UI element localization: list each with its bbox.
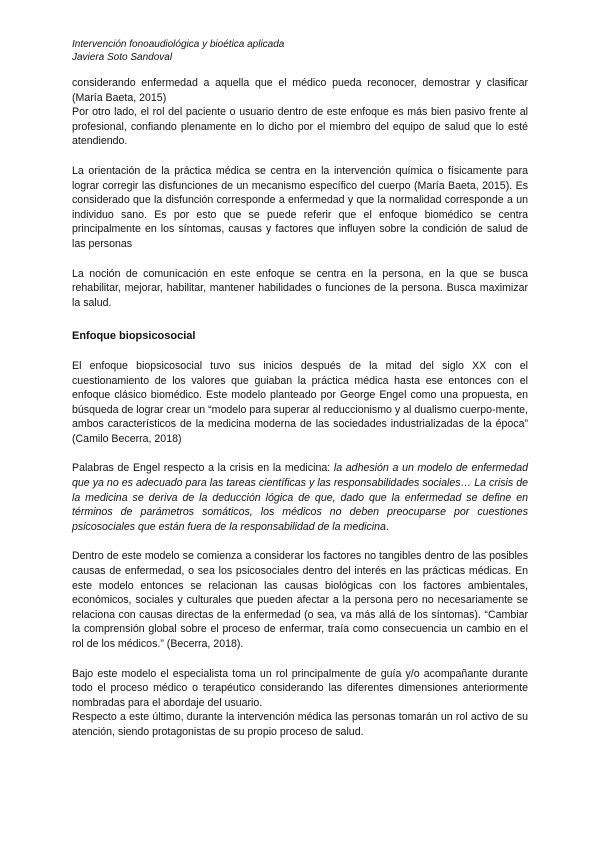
paragraph-definition: considerando enfermedad a aquella que el médico pueda reconocer, demostrar y clasificar (María Baeta, 2015) — [72, 77, 528, 104]
paragraph-specialist-role: Bajo este modelo el especialista toma un rol principalmente de guía y/o acompañante durante todo el proceso médico o terapéutico considerando las diferentes dimensiones anteriormente nombradas para el abordaje del usuario. — [72, 667, 528, 709]
header-author: Javiera Soto Sandoval — [72, 52, 173, 63]
section-heading: Enfoque biopsicosocial — [72, 330, 196, 343]
page-header — [72, 38, 284, 64]
quote-intro: Palabras de Engel respecto a la crisis en la medicina: — [72, 462, 334, 475]
engel-quote: la adhesión a un modelo de enfermedad que ya no es adecuado para las tareas científicas y las responsabilidades sociales… La crisis de la medicina se deriva de la deducción lógica de que, dado que la enfermedad se define en términos de parámetros somáticos, los médicos no deben preocuparse por cuestiones psicosociales que están fuera de la responsabilidad de la medicina — [72, 462, 528, 533]
paragraph-biopsychosocial-origin: El enfoque biopsicosocial tuvo sus inicios después de la mitad del siglo XX con el cuestionamiento de los valores que guiaban la práctica médica hasta ese entonces con el enfoque clásico biomédico. Este modelo planteado por George Engel como una propuesta, en búsqueda de lograr crear un “modelo para superar al reduccionismo y al dualismo cuerpo-mente, ambos característicos de la medicina moderna de las sociedades industrializadas de la época” (Camilo Becerra, 2018) — [72, 359, 528, 445]
paragraph-patient-role: Por otro lado, el rol del paciente o usuario dentro de este enfoque es más bien pasivo frente al profesional, confiando plenamente en lo dicho por el miembro del equipo de salud que lo esté atendiendo. — [72, 106, 528, 148]
paragraph-communication: La noción de comunicación en este enfoque se centra en la persona, en la que se busca rehabilitar, mejorar, habilitar, mantener habilidades o funciones de la persona. Busca maximizar la salud. — [72, 267, 528, 309]
paragraph-engel-quote — [72, 461, 528, 534]
paragraph-model-factors: Dentro de este modelo se comienza a considerar los factores no tangibles dentro de las posibles causas de enfermedad, o sea los psicosociales dentro del interés en las prácticas médicas. En este modelo entonces se relacionan las causas biológicas con los factores ambientales, económicos, sociales y culturales que pueden afectar a la persona pero no necesariamente se relaciona con causas directas de la enfermedad (o sea, va más allá de los síntomas). “Cambiar la comprensión global sobre el proceso de enfermar, traía como consecuencia un cambio en el rol de los médicos.” (Becerra, 2018). — [72, 550, 528, 650]
paragraph-patient-active-role: Respecto a este último, durante la intervención médica las personas tomarán un rol activo de su atención, siendo protagonistas de su propio proceso de salud. — [72, 711, 528, 738]
document-body — [72, 76, 528, 740]
header-course-title: Intervención fonoaudiológica y bioética aplicada — [72, 39, 285, 50]
quote-end: . — [385, 520, 389, 533]
paragraph-medical-orientation: La orientación de la práctica médica se centra en la intervención química o físicamente para lograr corregir las disfunciones de un mecanismo específico del cuerpo (María Baeta, 2015). Es considerado que la disfunción corresponde a enfermedad y que la normalidad corresponde a un individuo sano. Es por esto que se puede referir que el enfoque biomédico se centra principalmente en los síntomas, causas y factores que influyen sobre la condición de salud de las personas — [72, 164, 528, 250]
